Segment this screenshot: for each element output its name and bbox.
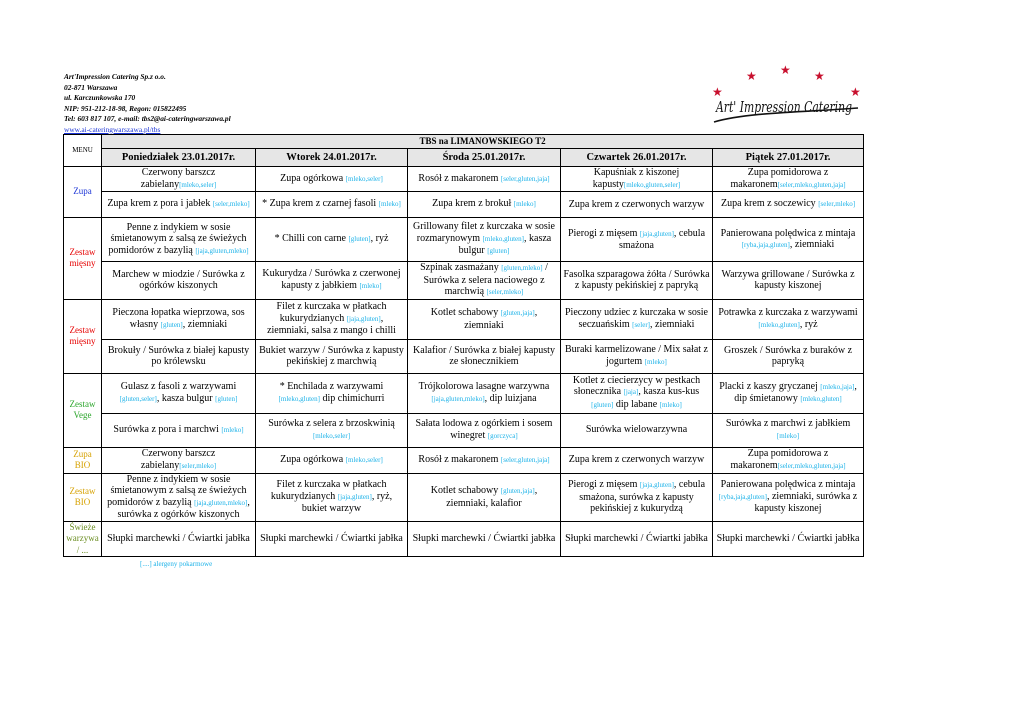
dish-text: Surówka wielowarzywna [585, 424, 688, 436]
menu-cell [561, 521, 713, 557]
allergen-note: [jaja,gluten,mleko] [195, 246, 249, 255]
dish-text: Grillowany filet z kurczaka w sosie rozmarynowym [413, 221, 555, 244]
menu-cell [256, 373, 408, 413]
menu-cell [561, 339, 713, 373]
dish-text: Słupki marchewki / Ćwiartki jabłka [565, 533, 708, 544]
dish-text: Surówka z selera z brzoskwinią [268, 418, 395, 429]
allergen-note: [mleko,gluten] [800, 395, 842, 403]
allergen-note: [mleko] [644, 357, 667, 366]
table-row [64, 192, 864, 218]
dish-text: , ziemniaki [789, 239, 835, 250]
menu-cell [408, 473, 561, 521]
day-header: Poniedziałek 23.01.2017r. [102, 149, 256, 167]
allergen-note: [mleko] [513, 200, 536, 209]
allergen-note: [gluten] [487, 247, 510, 256]
menu-cell [102, 447, 256, 473]
dish-text: Zupa krem z soczewicy [721, 198, 819, 210]
table-row [64, 262, 864, 300]
allergen-note: [seler,mleko,gluten,jaja] [777, 180, 846, 189]
dish-text: Panierowana polędwica z mintaja [720, 227, 856, 239]
allergen-note: [mleko] [221, 425, 244, 434]
menu-cell [713, 192, 864, 218]
dish-text: Placki z kaszy gryczanej [719, 380, 821, 392]
dish-text: , ryż, bukiet warzyw [301, 490, 393, 515]
company-address-line2: ul. Karczunkowska 170 [64, 93, 136, 102]
dish-text: , ziemniaki [182, 318, 228, 330]
allergen-note: [gluten] [215, 394, 238, 403]
table-row [64, 373, 864, 413]
allergen-note: [mleko,gluten] [278, 394, 320, 403]
dish-text: Surówka z pora i marchwi [113, 423, 222, 435]
dish-text: Potrawka z kurczaka z warzywami [718, 307, 858, 318]
dish-text: Czerwony barszcz zabielany [140, 448, 216, 471]
dish-text: , ziemniaki [650, 318, 695, 330]
allergen-note: [gluten,seler] [119, 394, 157, 403]
logo-star: ★ [780, 63, 791, 77]
allergen-note: [jaja,gluten,mleko] [194, 498, 248, 507]
dish-text: Trójkolorowa lasagne warzywna [418, 381, 550, 392]
category-label: Zestaw Vege [64, 373, 102, 447]
dish-text: Kapuśniak z kiszonej kapusty [592, 167, 680, 190]
allergen-note: [jaja,gluten] [337, 492, 372, 501]
menu-cell [561, 262, 713, 300]
allergen-note: [mleko] [776, 431, 800, 440]
dish-text: Pieczony udziec z kurczaka w sosie seczuańskim [565, 307, 708, 330]
dish-text: , kasza bulgur [458, 232, 552, 257]
dish-text: Rosół z makaronem [418, 172, 501, 184]
dish-text: Pierogi z mięsem [567, 479, 640, 491]
menu-cell [408, 521, 561, 557]
menu-cell [256, 192, 408, 218]
dish-text: , surówka z ogórków kiszonych [117, 496, 250, 520]
allergen-note: [mleko,gluten] [482, 234, 524, 243]
company-logo [708, 62, 868, 132]
menu-cell [713, 167, 864, 192]
category-label: Zupa [64, 167, 102, 218]
menu-cell [561, 413, 713, 447]
allergen-note: [gluten] [160, 320, 183, 329]
dish-text: Filet z kurczaka w płatkach kukurydzianych [276, 301, 387, 324]
dish-text: Zupa ogórkowa [280, 172, 346, 184]
category-label: Zestaw BIO [64, 473, 102, 521]
allergen-note: [seler,mleko] [212, 200, 250, 209]
menu-cell [102, 373, 256, 413]
menu-cell [408, 299, 561, 339]
menu-cell [102, 339, 256, 373]
allergen-note: [seler,gluten,jaja] [500, 174, 550, 183]
menu-cell [102, 299, 256, 339]
menu-cell [561, 192, 713, 218]
dish-text: Marchew w miodzie / Surówka z ogórków kiszonych [112, 268, 245, 292]
company-address-line1: 02-871 Warszawa [64, 82, 118, 92]
allergen-note: [mleko,gluten] [758, 320, 800, 329]
menu-cell [408, 339, 561, 373]
menu-cell [102, 167, 256, 192]
menu-cell [102, 473, 256, 521]
dish-text: Zupa krem z brokuł [432, 198, 514, 210]
table-row [64, 447, 864, 473]
menu-cell [102, 413, 256, 447]
day-header: Piątek 27.01.2017r. [713, 149, 864, 167]
menu-cell [102, 218, 256, 262]
table-row [64, 299, 864, 339]
menu-cell [561, 447, 713, 473]
dish-text: dip chimichurri [319, 392, 385, 404]
dish-text: Pierogi z mięsem [567, 227, 640, 239]
allergen-note: [mleko,seler] [345, 174, 383, 183]
menu-cell [561, 473, 713, 521]
dish-text: Zupa ogórkowa [280, 453, 346, 465]
dish-text: Zupa krem z pora i jabłek [107, 198, 213, 210]
allergen-note: [jaja,gluten] [346, 314, 381, 323]
dish-text: , cebula smażona, surówka z kapusty pekińskiej z kukurydzą [579, 479, 706, 515]
allergen-note: [mleko,gluten,seler] [623, 180, 681, 189]
dish-text: Warzywa grillowane / Surówka z kapusty kiszonej [721, 268, 855, 292]
menu-cell [102, 262, 256, 300]
allergen-note: [seler,mleko,gluten,jaja] [777, 461, 846, 470]
company-info [64, 72, 364, 135]
dish-text: , ziemniaki [464, 307, 538, 331]
table-row [64, 167, 864, 192]
company-name: Art'Impression Catering Sp.z o.o. [64, 72, 166, 81]
menu-cell [713, 521, 864, 557]
menu-cell [561, 218, 713, 262]
table-row [64, 413, 864, 447]
menu-cell [102, 192, 256, 218]
menu-cell [256, 167, 408, 192]
logo-star: ★ [850, 85, 861, 99]
company-contact: Tel: 603 817 107, e-mail: tbs2@ai-cateringwarszawa.pl [64, 114, 231, 123]
dish-text: Bukiet warzyw / Surówka z kapusty pekińskiej z marchwią [259, 344, 404, 367]
dish-text: Surówka z marchwi z jabłkiem [725, 418, 851, 429]
allergen-note: [mleko,seler] [345, 455, 383, 464]
menu-cell [256, 262, 408, 300]
allergen-note: [mleko] [359, 281, 382, 290]
menu-cell [102, 521, 256, 557]
day-header: Środa 25.01.2017r. [408, 149, 561, 167]
dish-text: , dip luizjana [484, 392, 537, 404]
menu-cell [408, 447, 561, 473]
allergen-note: [gluten] [348, 235, 371, 244]
allergen-note: [seler,mleko] [179, 461, 217, 470]
company-website-link[interactable]: www.ai-cateringwarszawa.pl/tbs [64, 124, 161, 134]
allergen-note: [gluten,jaja] [500, 309, 535, 317]
dish-text: , ziemniaki, salsa z mango i chilli [267, 312, 396, 337]
table-row [64, 339, 864, 373]
menu-cell [713, 373, 864, 413]
allergen-note: [jaja,gluten] [639, 229, 674, 238]
menu-cell [408, 373, 561, 413]
dish-text: , ryż [370, 233, 389, 245]
menu-cell [561, 299, 713, 339]
dish-text: Czerwony barszcz zabielany [140, 167, 216, 190]
dish-text: Penne z indykiem w sosie śmietanowym z salsą ze świeżych pomidorów z bazylią [107, 473, 247, 508]
dish-text: Kukurydza / Surówka z czerwonej kapusty z jabłkiem [262, 268, 401, 291]
logo-text: Art' Impression Catering [714, 98, 852, 116]
menu-header: MENU [64, 135, 102, 167]
dish-text: , ziemniaki, kalafior [446, 485, 538, 509]
dish-text: Kalafior / Surówka z białej kapusty ze słonecznikiem [413, 344, 555, 367]
allergen-note: [ryba,jaja,gluten] [741, 241, 790, 249]
dish-text: * Enchilada z warzywami [279, 381, 384, 392]
table-row [64, 521, 864, 557]
dish-text: Gulasz z fasoli z warzywami [120, 381, 237, 392]
dish-text: Penne z indykiem w sosie śmietanowym z salsą ze świeżych pomidorów z bazylią [108, 221, 247, 256]
menu-cell [408, 218, 561, 262]
menu-cell [256, 299, 408, 339]
dish-text: Brokuły / Surówka z białej kapusty po królewsku [107, 344, 250, 367]
menu-cell [256, 447, 408, 473]
dish-text: , ryż [799, 318, 818, 330]
allergen-note: [gluten,mleko] [501, 264, 543, 272]
allergen-note: [mleko] [659, 400, 682, 409]
dish-text: Rosół z makaronem [418, 453, 501, 465]
menu-cell [256, 339, 408, 373]
allergen-note: [seler,gluten,jaja] [500, 455, 550, 464]
menu-cell [713, 262, 864, 300]
allergen-note: [gluten,jaja] [500, 487, 535, 495]
dish-text: Panierowana polędwica z mintaja [720, 479, 856, 491]
allergen-note: [jaja,gluten] [639, 481, 674, 490]
dish-text: Buraki karmelizowane / Mix sałat z jogurtem [564, 344, 708, 367]
menu-cell [408, 413, 561, 447]
weekly-menu-table [63, 134, 864, 557]
dish-text: Słupki marchewki / Ćwiartki jabłka [412, 533, 556, 544]
dish-text: Zupa pomidorowa z makaronem [730, 167, 829, 190]
menu-cell [713, 447, 864, 473]
allergen-note: [mleko] [378, 200, 401, 209]
allergen-note: [mleko,seler] [179, 180, 217, 189]
menu-cell [408, 262, 561, 300]
dish-text: Kotlet z ciecierzycy w pestkach słonecznika [572, 374, 701, 398]
menu-cell [713, 413, 864, 447]
menu-cell [256, 521, 408, 557]
dish-text: Kotlet schabowy [430, 485, 501, 496]
dish-text: Szpinak zasmażany [420, 262, 502, 273]
dish-text: Fasolka szparagowa żółta / Surówka z kapusty pekińskiej z papryką [563, 268, 710, 292]
category-label: Zestaw mięsny [64, 218, 102, 300]
menu-cell [408, 192, 561, 218]
dish-text: / Surówka z selera naciowego z marchwią [423, 262, 548, 297]
day-header: Wtorek 24.01.2017r. [256, 149, 408, 167]
dish-text: Zupa krem z czerwonych warzyw [568, 454, 705, 466]
menu-cell [408, 167, 561, 192]
menu-cell [256, 413, 408, 447]
dish-text: , cebula smażona [619, 227, 706, 251]
dish-text: Zupa krem z czerwonych warzyw [568, 198, 705, 210]
menu-cell [561, 167, 713, 192]
dish-text: Pieczona łopatka wieprzowa, sos własny [112, 307, 245, 330]
dish-text: , kasza kus-kus [638, 386, 700, 398]
allergen-note: [seler,mleko] [818, 200, 856, 209]
dish-text: Słupki marchewki / Ćwiartki jabłka [716, 533, 860, 544]
menu-cell [713, 218, 864, 262]
category-label: Świeże warzywa / ... [64, 521, 102, 557]
menu-cell [713, 299, 864, 339]
menu-cell [713, 339, 864, 373]
allergen-footnote: [....] alergeny pokarmowe [140, 560, 213, 568]
menu-cell [256, 473, 408, 521]
dish-text: Filet z kurczaka w płatkach kukurydzianych [270, 479, 387, 502]
menu-cell [256, 218, 408, 262]
company-ids: NIP: 951-212-18-98, Regon: 015822495 [64, 103, 187, 113]
allergen-note: [gorczyca] [487, 431, 518, 440]
dish-text: Kotlet schabowy [430, 307, 501, 318]
allergen-note: [seler,mleko] [486, 288, 524, 296]
allergen-note: [seler] [632, 320, 651, 329]
logo-star: ★ [814, 69, 825, 83]
allergen-note: [mleko,jaja] [820, 382, 855, 391]
menu-cell [561, 373, 713, 413]
dish-text: * Zupa krem z czarnej fasoli [262, 198, 379, 210]
allergen-note: [gluten] [591, 400, 614, 409]
dish-text: , kasza bulgur [156, 392, 216, 404]
allergen-note: [mleko,seler] [312, 431, 351, 440]
dish-text: Słupki marchewki / Ćwiartki jabłka [107, 533, 250, 544]
menu-cell [713, 473, 864, 521]
allergen-note: [jaja] [623, 388, 639, 397]
dish-text: , dip śmietanowy [734, 380, 857, 404]
category-label: Zupa BIO [64, 447, 102, 473]
dish-text: dip labane [613, 398, 660, 410]
logo-star: ★ [746, 69, 757, 83]
dish-text: * Chilli con carne [274, 233, 349, 245]
dish-text: Groszek / Surówka z buraków z papryką [724, 344, 853, 367]
logo-star: ★ [712, 85, 723, 99]
menu-title: TBS na LIMANOWSKIEGO T2 [102, 135, 864, 149]
table-row [64, 473, 864, 521]
day-header: Czwartek 26.01.2017r. [561, 149, 713, 167]
dish-text: , ziemniaki, surówka z kapusty kiszonej [754, 490, 858, 515]
table-row [64, 218, 864, 262]
dish-text: Słupki marchewki / Ćwiartki jabłka [260, 533, 403, 544]
category-label: Zestaw mięsny [64, 299, 102, 373]
dish-text: Zupa pomidorowa z makaronem [730, 448, 829, 471]
allergen-note: [ryba,jaja,gluten] [718, 492, 767, 501]
dish-text: Sałata lodowa z ogórkiem i sosem winegret [415, 418, 553, 441]
allergen-note: [jaja,gluten,mleko] [431, 394, 485, 403]
